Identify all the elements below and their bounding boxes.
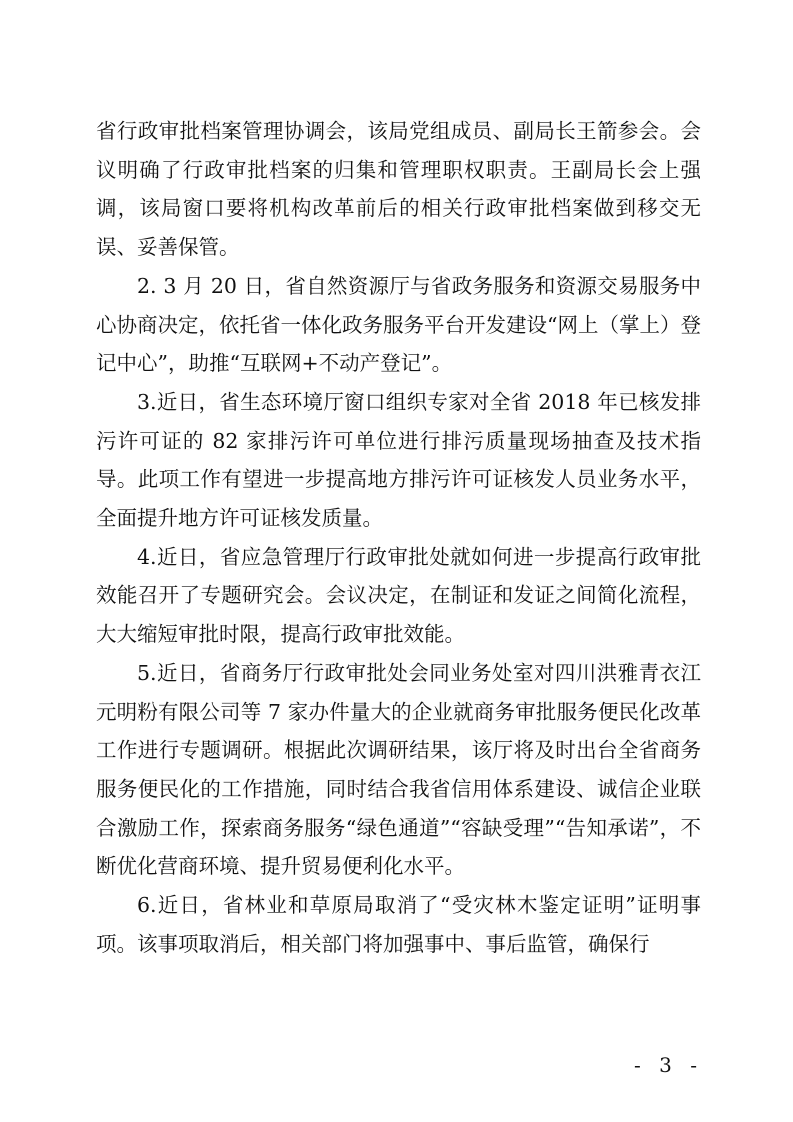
page-number: - 3 - <box>634 1053 703 1077</box>
paragraph-item-2: 2. 3 月 20 日，省自然资源厅与省政务服务和资源交易服务中心协商决定，依托省一体化政务服务平台开发建设“网上（掌上）登记中心”，助推“互联网+不动产登记”。 <box>96 273 701 376</box>
paragraph-item-5: 5.近日，省商务厅行政审批处会同业务处室对四川洪雅青衣江元明粉有限公司等 7 家办件量大的企业就商务审批服务便民化改革工作进行专题调研。根据此次调研结果，该厅将及时出台全省商务服务便民化的工作措施，同时结合我省信用体系建设、诚信企业联合激励工作，探索商务服务“绿色通道”“容缺受理”“告知承诺”，不断优化营商环境、提升贸易便利化水平。 <box>96 660 701 879</box>
paragraph-item-4: 4.近日，省应急管理厅行政审批处就如何进一步提高行政审批效能召开了专题研究会。会议决定，在制证和发证之间简化流程，大大缩短审批时限，提高行政审批效能。 <box>96 544 701 647</box>
paragraph-continuation: 省行政审批档案管理协调会，该局党组成员、副局长王箭参会。会议明确了行政审批档案的归集和管理职权职责。王副局长会上强调，该局窗口要将机构改革前后的相关行政审批档案做到移交无误、妥善保管。 <box>96 119 701 260</box>
paragraph-item-3: 3.近日，省生态环境厅窗口组织专家对全省 2018 年已核发排污许可证的 82 家排污许可单位进行排污质量现场抽查及技术指导。此项工作有望进一步提高地方排污许可证核发人员业务水平，全面提升地方许可证核发质量。 <box>96 389 701 531</box>
paragraph-item-6: 6.近日，省林业和草原局取消了“受灾林木鉴定证明”证明事项。该事项取消后，相关部门将加强事中、事后监管，确保行 <box>96 893 701 956</box>
document-body <box>96 112 701 963</box>
